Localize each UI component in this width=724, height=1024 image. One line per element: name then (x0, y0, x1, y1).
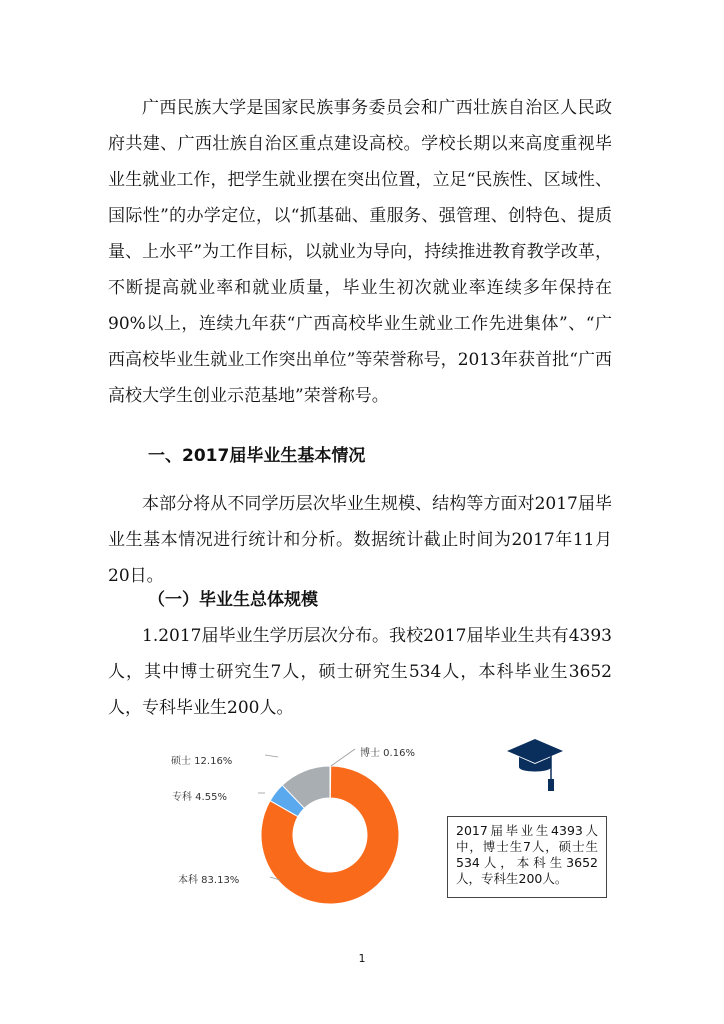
subsection-heading-scale: （一）毕业生总体规模 (148, 590, 318, 610)
chart-label-master: 硕士 12.16% (171, 756, 233, 767)
section-body-basic-info: 本部分将从不同学历层次毕业生规模、结构等方面对2017届毕业生基本情况进行统计和分析。数据统计截止时间为2017年11月20日。 (108, 494, 612, 586)
chart-label-undergrad: 本科 83.13% (178, 875, 240, 886)
page-number: 1 (358, 952, 366, 965)
subsection-body-scale: 1.2017届毕业生学历层次分布。我校2017届毕业生共有4393人，其中博士研究生7人，硕士研究生534人，本科毕业生3652人，专科毕业生200人。 (108, 626, 612, 718)
education-level-donut-chart (230, 735, 430, 925)
summary-box: 2017届毕业生4393人中，博士生7人，硕士生534人，本科生3652人，专科生200人。 (447, 816, 607, 898)
section-heading-basic-info: 一、2017届毕业生基本情况 (148, 446, 366, 466)
leader-line-doctor (331, 749, 355, 766)
intro-paragraph: 广西民族大学是国家民族事务委员会和广西壮族自治区人民政府共建、广西壮族自治区重点建设高校。学校长期以来高度重视毕业生就业工作，把学生就业摆在突出位置，立足“民族性、区域性、国际性”的办学定位，以“抓基础、重服务、强管理、创特色、提质量、上水平”为工作目标，以就业为导向，持续推进教育教学改革，不断提高就业率和就业质量，毕业生初次就业率连续多年保持在90%以上，连续九年获“广西高校毕业生就业工作先进集体”、“广西高校毕业生就业工作突出单位”等荣誉称号，2013年获首批“广西高校大学生创业示范基地”荣誉称号。 (108, 98, 612, 406)
chart-label-doctor: 博士 0.16% (360, 748, 415, 759)
graduation-cap-icon (505, 737, 565, 797)
chart-label-junior-college: 专科 4.55% (172, 792, 227, 803)
leader-line-master (265, 755, 278, 757)
